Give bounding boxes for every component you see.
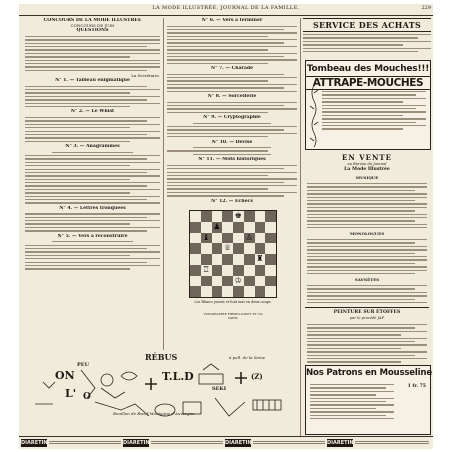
patrons-price: 1 fr. 75 — [407, 384, 426, 389]
rebus-peu: PEU — [77, 362, 89, 368]
chess-square — [212, 276, 223, 287]
chess-square — [212, 286, 223, 297]
chess-square — [244, 265, 255, 276]
column-rule-1 — [163, 18, 164, 350]
chess-square — [233, 254, 244, 265]
chess-square — [190, 243, 201, 254]
chess-square — [190, 276, 201, 287]
chess-square — [233, 286, 244, 297]
patrons-mousseline-title: Nos Patrons en Mousseline — [306, 368, 432, 378]
attrape-mouches-ad — [305, 60, 431, 150]
patrons-mousseline-ad — [305, 365, 431, 435]
chess-square — [244, 286, 255, 297]
chess-piece-icon: ♙ — [245, 232, 253, 242]
chess-square — [255, 233, 266, 244]
question-6-heading: N° 6. — Vers à terminer — [201, 18, 263, 23]
page-header — [19, 4, 433, 16]
chess-square — [244, 211, 255, 222]
chess-square — [201, 276, 212, 287]
saynetes-heading: SAYNÈTES — [354, 277, 380, 282]
chess-piece-icon: ♔ — [234, 275, 242, 285]
en-vente-title: EN VENTE — [342, 153, 392, 162]
footer-brand-4: DIARETIN — [327, 440, 354, 446]
musique-heading: MUSIQUE — [355, 175, 379, 180]
rebus-bottom-caption: Bouillon de Bœuf Montagne d'Auvergne — [113, 411, 195, 416]
chess-square — [212, 254, 223, 265]
question-10-text — [167, 147, 297, 155]
page-footer — [19, 436, 433, 449]
question-11-heading: N° 11. — Mots historiques — [198, 157, 266, 163]
rebus-tld: T.L.D — [162, 370, 194, 383]
chess-piece-icon: ♖ — [202, 264, 210, 274]
chess-square — [190, 222, 201, 233]
question-2-heading: N° 2. — Le Whist — [70, 109, 115, 115]
musique-list — [307, 181, 427, 231]
question-7-heading: N° 7. — Charade — [210, 66, 254, 72]
monologues-list — [307, 237, 427, 276]
question-9-heading: N° 9. — Cryptographie — [203, 115, 261, 121]
question-4-heading: N° 4. — Lettres tronquées — [59, 205, 126, 211]
questions-heading: QUESTIONS — [76, 28, 109, 34]
peinture-subtitle: par le procédé JAP — [349, 316, 385, 320]
chess-square — [255, 211, 266, 222]
footer-ad-2 — [151, 440, 223, 446]
chess-square — [233, 222, 244, 233]
chess-square — [190, 233, 201, 244]
chess-square — [222, 265, 233, 276]
chess-square — [265, 243, 276, 254]
footer-brand-1: DIARETIN — [21, 440, 48, 446]
newspaper-page — [19, 4, 433, 449]
rebus-seine-caption: à pell. de la Seine — [229, 355, 266, 360]
question-9-text — [167, 123, 297, 138]
section-divider — [305, 307, 429, 308]
chess-square — [222, 276, 233, 287]
rebus-drawings — [25, 358, 297, 430]
saynetes-list — [307, 283, 427, 305]
monologues-heading: MONOLOGUES — [349, 231, 385, 236]
secretaire-signature: La Secrétaire. — [131, 73, 160, 79]
page-number: 229 — [421, 5, 431, 11]
chess-square — [190, 254, 201, 265]
rebus-on: ON — [55, 369, 75, 382]
service-achats-text — [303, 34, 431, 52]
rebus-z: (Z) — [251, 372, 263, 381]
chess-piece-icon: ♕ — [224, 243, 232, 253]
question-8-heading: N° 8. — Sorcellerie — [207, 94, 257, 100]
chess-square — [201, 243, 212, 254]
chess-square — [255, 276, 266, 287]
chess-square — [222, 222, 233, 233]
tombeau-des-mouches: Tombeau des Mouches!!! — [306, 64, 430, 74]
question-4-text — [25, 213, 160, 231]
rebus-l: L' — [65, 387, 77, 400]
chess-square — [222, 233, 233, 244]
peinture-heading: PEINTURE SUR ÉTOFFES — [333, 310, 401, 315]
chess-square — [265, 222, 276, 233]
question-10-heading: N° 10. — Devise — [211, 139, 253, 145]
chess-square — [201, 211, 212, 222]
chess-square — [190, 265, 201, 276]
chess-square — [233, 233, 244, 244]
chess-square — [255, 265, 266, 276]
chess-piece-icon: ♟ — [213, 221, 221, 231]
chess-square — [265, 286, 276, 297]
question-5-heading: N° 5. — Vers à reconstruire — [57, 233, 128, 239]
question-3-heading: N° 3. — Anagrammes — [65, 144, 120, 150]
column-puzzles — [167, 18, 297, 378]
question-12-heading: N° 12. — Echecs — [211, 198, 253, 204]
attrape-mouches-text — [322, 89, 426, 132]
question-8-text — [167, 102, 297, 113]
chess-square — [244, 276, 255, 287]
patrons-text — [310, 382, 394, 421]
chess-square — [212, 265, 223, 276]
question-5-text — [25, 241, 160, 269]
footer-brand-2: DIARETIN — [123, 440, 150, 446]
chess-square — [201, 254, 212, 265]
question-3-text — [25, 152, 160, 204]
rebus-seki: SEKI — [212, 386, 227, 392]
rebus-puzzle — [25, 352, 297, 432]
chess-caption: Les Blancs jouent et font mat en deux coups. — [194, 300, 272, 304]
attrape-mouches-title: ATTRAPE-MOUCHES — [306, 76, 430, 90]
chess-square — [255, 222, 266, 233]
chess-square — [255, 243, 266, 254]
vine-ornament-icon — [309, 85, 319, 147]
typography-city: PARIS — [228, 316, 238, 320]
question-2-text — [25, 117, 160, 142]
chess-square — [244, 243, 255, 254]
chess-square — [222, 254, 233, 265]
column-rule-2 — [300, 18, 301, 436]
journal-title: LA MODE ILLUSTRÉE, JOURNAL DE LA FAMILLE. — [152, 5, 300, 11]
question-1-text — [25, 86, 160, 108]
rebus-o: O — [83, 392, 91, 402]
concours-title: CONCOURS DE LA MODE ILLUSTRÉE — [43, 18, 142, 23]
chess-piece-icon: ♝ — [202, 232, 210, 242]
chess-square — [201, 286, 212, 297]
peinture-text — [307, 322, 427, 365]
chess-square — [212, 211, 223, 222]
chess-square — [265, 276, 276, 287]
question-6-text — [167, 26, 297, 65]
chess-square — [255, 286, 266, 297]
chess-square — [265, 254, 276, 265]
question-7-text — [167, 74, 297, 92]
rebus-figure-sketch — [81, 370, 95, 398]
chess-square — [222, 286, 233, 297]
question-1-heading: N° 1. — Tableau énigmatique — [55, 78, 130, 84]
footer-ad-3 — [253, 440, 325, 446]
chess-square — [244, 222, 255, 233]
chess-piece-icon: ♜ — [256, 254, 264, 263]
footer-ad-1 — [49, 440, 121, 446]
footer-ad-4 — [355, 440, 429, 446]
chess-square — [222, 211, 233, 222]
chess-square — [233, 265, 244, 276]
chess-square — [265, 211, 276, 222]
chess-square — [265, 265, 276, 276]
chess-square — [233, 243, 244, 254]
concours-subtitle: CONCOURS DE JUIN — [70, 23, 115, 29]
chess-square — [190, 286, 201, 297]
chess-square — [201, 222, 212, 233]
chess-board — [189, 210, 277, 298]
concours-intro-text — [25, 36, 160, 71]
chess-square — [212, 233, 223, 244]
chess-piece-icon: ♚ — [234, 211, 242, 220]
question-11-text — [167, 165, 297, 197]
footer-brand-3: DIARETIN — [225, 440, 252, 446]
service-achats-title: SERVICE DES ACHATS — [303, 18, 431, 32]
column-concours — [25, 18, 160, 351]
mode-illustree-label: La Mode Illustrée — [344, 167, 390, 172]
chess-square — [212, 243, 223, 254]
typography-credit: TYPOGRAPHIE FIRMIN-DIDOT ET Cie — [203, 312, 263, 316]
rebus-title: RÉBUS — [145, 352, 178, 362]
chess-square — [190, 211, 201, 222]
rebus-plus-sign — [145, 378, 157, 390]
chess-square — [265, 233, 276, 244]
chess-square — [244, 254, 255, 265]
en-vente-subtitle: au Bureau du Journal — [347, 162, 387, 166]
